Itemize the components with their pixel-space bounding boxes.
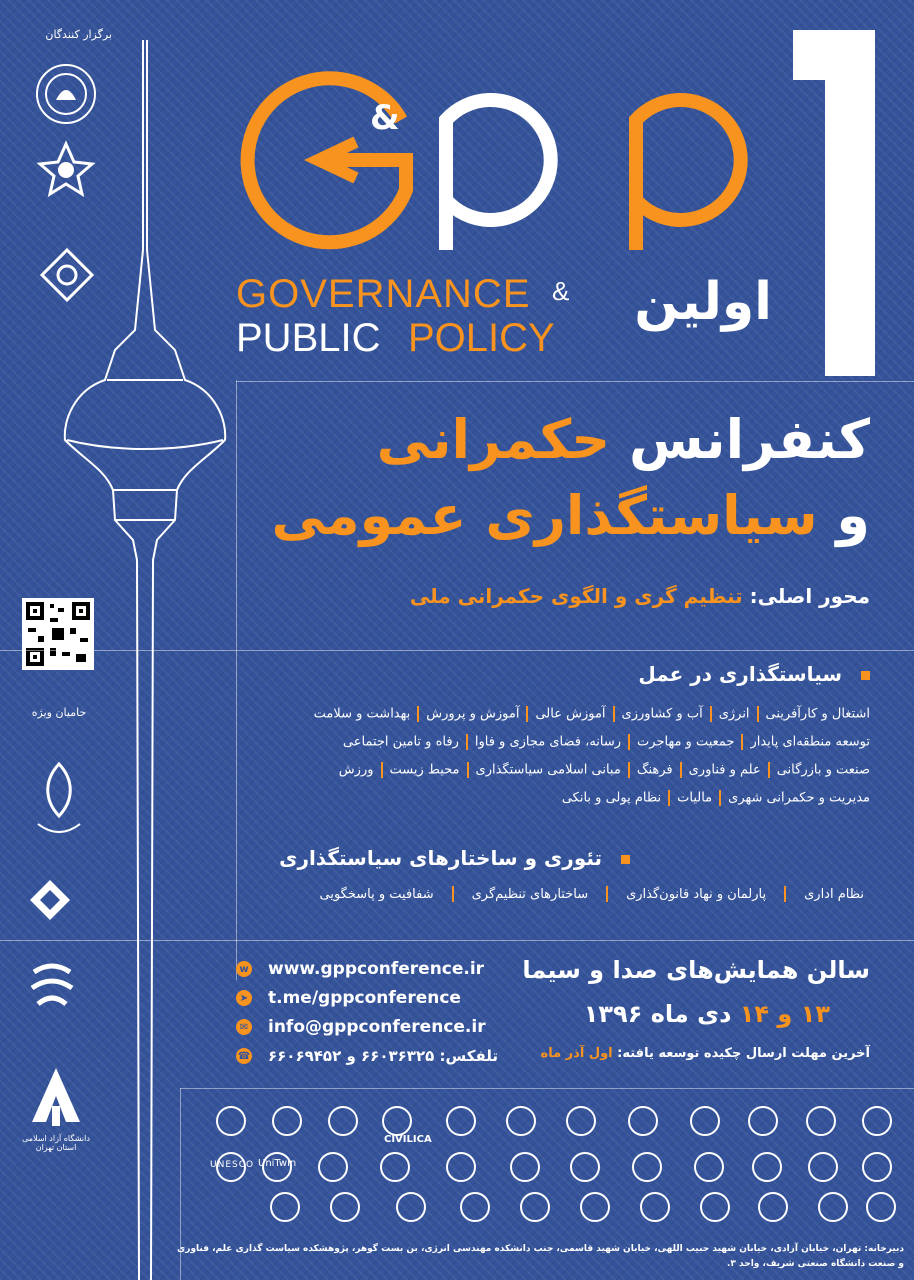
- sponsor-logo-icon: [752, 1152, 782, 1182]
- section2-title: تئوری و ساختارهای سیاستگذاری: [279, 846, 603, 870]
- sponsor-logo-icon: [862, 1152, 892, 1182]
- topic-item: رفاه و تامین اجتماعی: [342, 734, 459, 750]
- contact-phone: [236, 1045, 498, 1067]
- topic-item: اشتغال و کارآفرینی: [765, 706, 870, 722]
- topic-separator: [606, 886, 608, 902]
- first-label: اولین: [634, 272, 772, 332]
- title-and: و: [836, 484, 870, 547]
- civilica-caption: CIVILICA: [384, 1134, 432, 1145]
- english-ampersand: &: [552, 276, 570, 306]
- sponsor-logo-icon: [460, 1192, 490, 1222]
- sponsor-logo-icon: [640, 1192, 670, 1222]
- topic-separator: [680, 762, 682, 778]
- topic-item: ورزش: [338, 762, 374, 778]
- topic-item: آموزش و پرورش: [426, 706, 520, 722]
- topic-row: [314, 706, 870, 722]
- topic-separator: [417, 706, 419, 722]
- topic-separator: [381, 762, 383, 778]
- dates-days: ۱۳ و ۱۴: [739, 1000, 830, 1028]
- section2-heading: [279, 846, 630, 870]
- contact-website[interactable]: [236, 958, 484, 980]
- divider-middle: [0, 650, 914, 651]
- contact-telegram[interactable]: [236, 987, 461, 1009]
- topic-separator: [628, 734, 630, 750]
- gpp-logo: [236, 60, 826, 260]
- topic-item: آب و کشاورزی: [621, 706, 703, 722]
- topic-item: بهداشت و سلامت: [313, 706, 411, 722]
- unesco-caption: UNESCO: [210, 1160, 255, 1170]
- section1-heading: [638, 662, 870, 686]
- sponsor-logo-icon: [806, 1106, 836, 1136]
- sponsor-logo-icon: [382, 1106, 412, 1136]
- phone-text: [268, 1047, 498, 1065]
- sponsor-logo-icon: [446, 1106, 476, 1136]
- title-conference: کنفرانس: [628, 408, 870, 471]
- topic-item: پارلمان و نهاد قانون‌گذاری: [626, 886, 767, 902]
- topic-item: فرهنگ: [636, 762, 673, 778]
- topic-item: نظام اداری: [804, 886, 864, 902]
- sponsor-logo-icon: [510, 1152, 540, 1182]
- bullet-square: [861, 671, 870, 680]
- topic-item: جمعیت و مهاجرت: [637, 734, 735, 750]
- secretariat-line2: و صنعت دانشگاه صنعتی شریف، واحد ۳.: [726, 1259, 904, 1269]
- event-dates: [584, 1000, 830, 1028]
- sponsor-logo-icon: [506, 1106, 536, 1136]
- telegram-link[interactable]: t.me/gppconference: [268, 988, 461, 1008]
- topic-separator: [719, 790, 721, 806]
- sponsor-logo-icon: [270, 1192, 300, 1222]
- sponsor-logo-icon: [748, 1106, 778, 1136]
- phone-label: تلفکس:: [439, 1047, 498, 1065]
- organizers-label: برگزار کنندگان: [45, 28, 112, 41]
- telegram-icon: ➤: [236, 990, 252, 1006]
- topic-item: شفافیت و پاسخگویی: [319, 886, 434, 902]
- topic-separator: [741, 734, 743, 750]
- divider-vertical: [236, 380, 237, 980]
- website-link[interactable]: www.gppconference.ir: [268, 959, 485, 979]
- topic-separator: [768, 762, 770, 778]
- sponsor-logo-icon: [808, 1152, 838, 1182]
- title-line1: [377, 408, 870, 471]
- deadline-label: آخرین مهلت ارسال چکیده توسعه یافته:: [617, 1046, 870, 1061]
- topic-item: محیط زیست: [389, 762, 460, 778]
- topic-item: علم و فناوری: [688, 762, 761, 778]
- topic-item: صنعت و بازرگانی: [776, 762, 870, 778]
- policy-text: POLICY: [408, 316, 555, 360]
- section1-title: سیاستگذاری در عمل: [638, 662, 843, 686]
- topic-item: مدیریت و حکمرانی شهری: [728, 790, 870, 806]
- sponsor-logo-icon: [318, 1152, 348, 1182]
- title-public-policy: سیاستگذاری عمومی: [271, 484, 818, 547]
- topic-row: [314, 886, 871, 902]
- www-icon: w: [236, 961, 252, 977]
- sponsor-logo-icon: [628, 1106, 658, 1136]
- sponsor-logo-icon: [330, 1192, 360, 1222]
- sponsor-logo-icon: [700, 1192, 730, 1222]
- sponsor-logo-icon: [758, 1192, 788, 1222]
- divider-lower: [0, 940, 914, 941]
- divider-sponsors: [180, 1088, 914, 1089]
- main-axis: [410, 584, 870, 608]
- deadline: [541, 1046, 870, 1061]
- topic-separator: [466, 734, 468, 750]
- sponsor-logo-icon: [216, 1152, 246, 1182]
- topic-separator: [452, 886, 454, 902]
- main-axis-label: محور اصلی:: [749, 584, 870, 608]
- edition-number: [775, 20, 895, 380]
- topic-item: مالیات: [677, 790, 713, 806]
- sponsor-logo-icon: [520, 1192, 550, 1222]
- phone-icon: ☎: [236, 1048, 252, 1064]
- main-axis-value: تنظیم گری و الگوی حکمرانی ملی: [409, 584, 743, 608]
- topic-separator: [613, 706, 615, 722]
- dates-month: دی ماه ۱۳۹۶: [583, 1000, 732, 1028]
- sponsor-logo-icon: [216, 1106, 246, 1136]
- topic-row: [562, 790, 870, 806]
- topic-item: توسعه منطقه‌ای پایدار: [750, 734, 870, 750]
- topic-separator: [668, 790, 670, 806]
- public-text: PUBLIC: [236, 316, 381, 360]
- azad-university-caption: دانشگاه آزاد اسلامی استان تهران: [22, 1134, 90, 1152]
- sponsor-logo-icon: [694, 1152, 724, 1182]
- topic-separator: [757, 706, 759, 722]
- sponsors-label: حامیان ویژه: [31, 706, 87, 719]
- topic-separator: [710, 706, 712, 722]
- title-governance: حکمرانی: [376, 408, 611, 471]
- email-icon: ✉: [236, 1019, 252, 1035]
- secretariat-line1: دبیرخانه: تهران، خیابان آزادی، خیابان شهید حبیب اللهی، خیابان شهید قاسمی، جنب دانشکده مهندسی انرژی، بن بست گوهر، پژوهشکده سیاست گذاری علم، فناوری: [177, 1244, 904, 1254]
- sponsor-logo-icon: [272, 1106, 302, 1136]
- topic-row: [339, 762, 870, 778]
- topic-item: آموزش عالی: [535, 706, 606, 722]
- title-line2: [272, 484, 870, 547]
- sponsor-logo-icon: [632, 1152, 662, 1182]
- email-link[interactable]: info@gppconference.ir: [268, 1017, 486, 1037]
- topic-separator: [628, 762, 630, 778]
- sponsor-logo-icon: [396, 1192, 426, 1222]
- sponsor-logo-icon: [380, 1152, 410, 1182]
- topic-item: ساختارهای تنظیم‌گری: [471, 886, 589, 902]
- sponsor-logo-icon: [818, 1192, 848, 1222]
- sponsor-logo-icon: [866, 1192, 896, 1222]
- sponsor-logo-icon: [862, 1106, 892, 1136]
- phone-number: ۶۶۰۳۶۳۲۵ و ۶۶۰۶۹۴۵۲: [268, 1047, 435, 1065]
- logo-ampersand: &: [370, 98, 400, 138]
- sponsor-logo-icon: [690, 1106, 720, 1136]
- divider-top: [236, 381, 914, 382]
- sponsor-logo-icon: [566, 1106, 596, 1136]
- topic-item: انرژی: [718, 706, 750, 722]
- sponsor-logo-icon: [580, 1192, 610, 1222]
- deadline-value: اول آذر ماه: [540, 1046, 613, 1061]
- topic-separator: [526, 706, 528, 722]
- unitwin-caption: UniTwin: [258, 1158, 297, 1169]
- sponsor-logo-icon: [446, 1152, 476, 1182]
- topic-separator: [784, 886, 786, 902]
- contact-email[interactable]: [236, 1016, 486, 1038]
- topic-item: نظام پولی و بانکی: [561, 790, 662, 806]
- topic-separator: [467, 762, 469, 778]
- venue-name: سالن همایش‌های صدا و سیما: [522, 956, 870, 984]
- sponsor-logo-icon: [570, 1152, 600, 1182]
- bullet-square: [621, 855, 630, 864]
- governance-text: GOVERNANCE: [236, 272, 531, 316]
- topic-row: [343, 734, 870, 750]
- sponsor-logo-icon: [262, 1152, 292, 1182]
- topic-item: رسانه، فضای مجازی و فاوا: [474, 734, 622, 750]
- sponsor-logo-icon: [328, 1106, 358, 1136]
- topic-item: مبانی اسلامی سیاستگذاری: [475, 762, 621, 778]
